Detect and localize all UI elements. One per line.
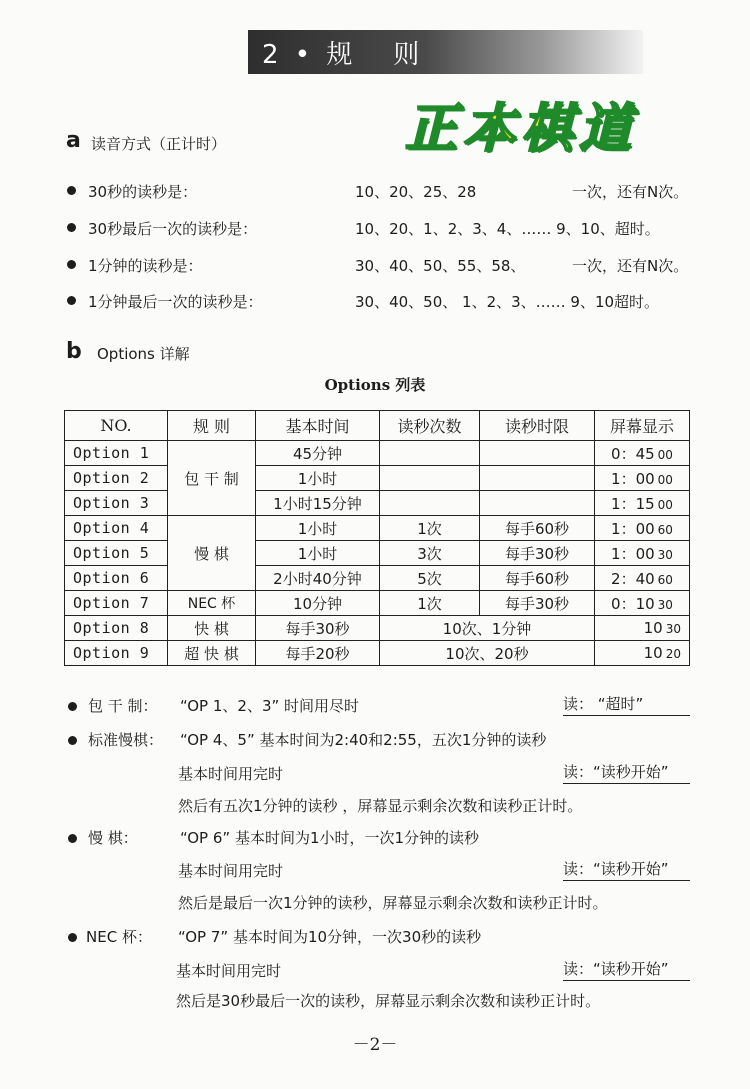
bullet-icon [67,296,76,305]
reading-row-label: 30秒最后一次的读秒是： [88,220,258,238]
note-label: 包 干 制： [88,697,158,715]
table-row [65,516,690,541]
option-no: Option 6 [65,566,168,591]
limit: 每手30秒 [480,591,595,616]
option-no: Option 8 [65,616,168,641]
limit: 每手30秒 [480,541,595,566]
bullet-icon [67,260,76,269]
display-sub: 00 [657,472,673,487]
reading-row-tail: 一次，还有N次。 [572,257,689,275]
note-text: “OP 1、2、3” 时间用尽时 [180,697,360,715]
header-no: NO. [65,411,168,441]
table-row [65,566,690,591]
base-time: 10分钟 [256,591,380,616]
header-display: 屏幕显示 [595,411,690,441]
count: 1次 [380,516,480,541]
count: 5次 [380,566,480,591]
base-time: 1小时15分钟 [256,491,380,516]
display [595,516,690,541]
limit [480,441,595,466]
count-limit: 10次、20秒 [380,641,595,666]
table-row [65,441,690,466]
option-no: Option 9 [65,641,168,666]
rule-group: 慢 棋 [168,516,256,591]
table-row [65,616,690,641]
table-row [65,491,690,516]
display [595,566,690,591]
display [595,616,690,641]
base-time: 每手30秒 [256,616,380,641]
display-sub: 30 [665,622,681,636]
note-text: “OP 4、5” 基本时间为2:40和2:55，五次1分钟的读秒 [180,731,547,749]
display-sub: 60 [657,572,673,587]
note-label: 慢 棋： [88,829,138,847]
base-time: 1小时 [256,541,380,566]
section-a-letter: a [66,128,81,153]
section-b-letter: b [66,339,82,364]
table-row [65,466,690,491]
reading-row-label: 1分钟的读秒是： [88,257,203,275]
note-label: NEC 杯： [86,928,152,946]
reading-row-values: 30、40、50、 1、2、3、…… 9、10超时。 [355,293,660,311]
limit [480,491,595,516]
rule-group: NEC 杯 [168,591,256,616]
display-main: 1：00 [611,544,655,563]
option-no: Option 1 [65,441,168,466]
table-row [65,591,690,616]
reading-row-values: 30、40、50、55、58、 [355,257,526,275]
display-main: 0：10 [611,594,655,613]
note-read: 读：“读秒开始” [563,958,690,981]
display-sub: 30 [657,597,673,612]
option-no: Option 3 [65,491,168,516]
count: 1次 [380,591,480,616]
display-sub: 00 [657,497,673,512]
bullet-icon [68,702,77,711]
rule-group: 超 快 棋 [168,641,256,666]
header-count: 读秒次数 [380,411,480,441]
bullet-icon [68,834,77,843]
display [595,641,690,666]
note-sub1: 基本时间用完时 [178,765,284,783]
note-sub1: 基本时间用完时 [176,962,282,980]
table-header-row [65,411,690,441]
base-time: 45分钟 [256,441,380,466]
base-time: 2小时40分钟 [256,566,380,591]
display-main: 1：00 [611,469,655,488]
base-time: 1小时 [256,516,380,541]
limit: 每手60秒 [480,566,595,591]
base-time: 1小时 [256,466,380,491]
reading-row-values: 10、20、1、2、3、4、…… 9、10、超时。 [355,220,660,238]
display-main: 1：00 [611,519,655,538]
limit [480,466,595,491]
display [595,491,690,516]
display-main: 10 [643,644,663,662]
note-sub1: 基本时间用完时 [178,862,284,880]
section-a-title: 读音方式（正计时） [91,135,227,153]
display-sub: 00 [657,447,673,462]
note-read: 读：“读秒开始” [563,761,690,784]
display-main: 0：45 [611,444,655,463]
options-table [64,410,690,666]
note-read: 读：“读秒开始” [563,858,690,881]
note-sub2: 然后是最后一次1分钟的读秒，屏幕显示剩余次数和读秒正计时。 [178,894,608,912]
page-number: －2－ [352,1035,398,1055]
option-no: Option 5 [65,541,168,566]
display-main: 2：40 [611,569,655,588]
section-b-title: Options 详解 [97,345,190,363]
option-no: Option 4 [65,516,168,541]
base-time: 每手20秒 [256,641,380,666]
count [380,441,480,466]
bullet-icon [68,933,77,942]
count [380,491,480,516]
display [595,441,690,466]
reading-row-values: 10、20、25、28 [355,183,477,201]
display-sub: 30 [657,547,673,562]
display [595,591,690,616]
option-no: Option 7 [65,591,168,616]
note-text: “OP 6” 基本时间为1小时，一次1分钟的读秒 [180,829,480,847]
table-row [65,641,690,666]
reading-row-tail: 一次，还有N次。 [572,183,689,201]
count-limit: 10次、1分钟 [380,616,595,641]
display-main: 10 [643,619,663,637]
bullet-icon [68,736,77,745]
display-sub: 20 [665,647,681,661]
note-label: 标准慢棋： [88,731,164,749]
count: 3次 [380,541,480,566]
note-text: “OP 7” 基本时间为10分钟，一次30秒的读秒 [178,928,482,946]
table-row [65,541,690,566]
option-no: Option 2 [65,466,168,491]
chapter-title: 2 • 规 则 [262,40,424,70]
header-rule: 规 则 [168,411,256,441]
table-caption: Options 列表 [324,376,426,394]
bullet-icon [67,223,76,232]
display-main: 1：15 [611,494,655,513]
note-read: 读： “超时” [563,693,690,716]
rule-group: 快 棋 [168,616,256,641]
bullet-icon [67,186,76,195]
count [380,466,480,491]
reading-row-label: 30秒的读秒是： [88,183,198,201]
note-sub2: 然后是30秒最后一次的读秒，屏幕显示剩余次数和读秒正计时。 [176,992,601,1010]
brand-stamp-logo: 正本棋道 [405,98,638,159]
display [595,541,690,566]
display [595,466,690,491]
rule-group: 包 干 制 [168,441,256,516]
reading-row-label: 1分钟最后一次的读秒是： [88,293,263,311]
header-limit: 读秒时限 [480,411,595,441]
note-sub2: 然后有五次1分钟的读秒 ，屏幕显示剩余次数和读秒正计时。 [178,797,583,815]
header-base-time: 基本时间 [256,411,380,441]
display-sub: 60 [657,522,673,537]
limit: 每手60秒 [480,516,595,541]
